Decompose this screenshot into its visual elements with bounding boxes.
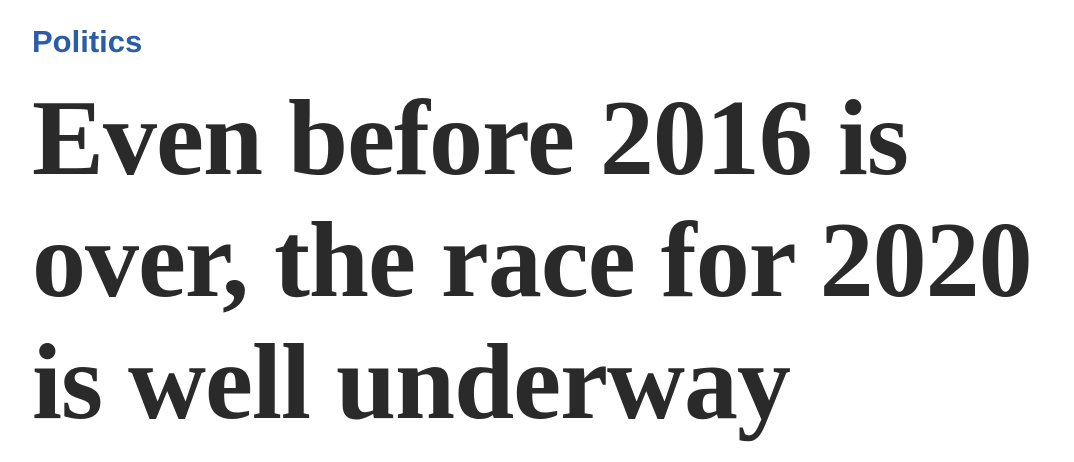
headline-line-1: Even before 2016 is bbox=[32, 79, 908, 198]
headline-line-2: over, the race for 2020 bbox=[32, 201, 1032, 320]
headline-line-3: is well underway bbox=[32, 323, 791, 442]
headline bbox=[32, 78, 1062, 444]
article-header bbox=[32, 20, 1062, 444]
section-link-politics[interactable]: Politics bbox=[32, 24, 143, 59]
